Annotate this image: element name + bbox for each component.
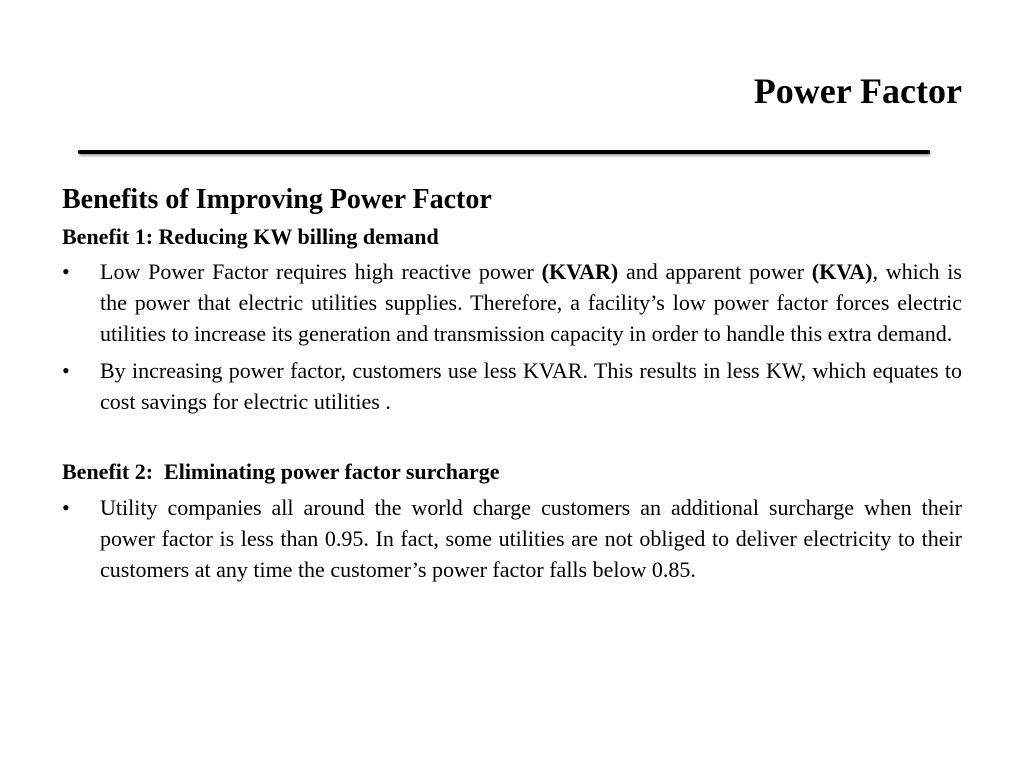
bullet-dot: •	[62, 259, 70, 285]
title-divider	[78, 150, 930, 154]
bullet-dot: •	[62, 358, 70, 384]
bullet-dot: •	[62, 494, 70, 520]
benefit-2-heading: Benefit 2: Eliminating power factor surcharge	[62, 459, 500, 485]
benefit-1-bullet-1	[62, 256, 962, 349]
benefit-1-bullets	[62, 256, 962, 417]
bullet-text-part: Low Power Factor requires high reactive power	[100, 259, 542, 285]
benefit-1-bullet-2	[62, 355, 962, 417]
bullet-bold-kva: (KVA)	[811, 259, 873, 285]
benefit-2-bullets	[62, 492, 962, 585]
bullet-bold-kvar: (KVAR)	[541, 259, 619, 285]
bullet-text: Utility companies all around the world charge customers an additional surcharge when their power factor is less than 0.95. In fact, some utilities are not obliged to deliver electricity to their customers at any time the customer’s power factor falls below 0.85.	[100, 494, 962, 582]
benefit-2-bullet-1	[62, 492, 962, 585]
slide-content	[62, 183, 962, 591]
bullet-text-part: , which is the power that electric utilities supplies. Therefore, a facility’s low power factor forces electric utilities to increase its generation and transmission capacity in order to handle this extra demand.	[100, 259, 962, 347]
section-spacer	[62, 423, 962, 458]
bullet-text-part: and apparent power	[618, 259, 812, 285]
bullet-text: By increasing power factor, customers use less KVAR. This results in less KW, which equates to cost savings for electric utilities .	[100, 358, 962, 415]
slide-title: Power Factor	[753, 71, 962, 111]
benefit-1-heading: Benefit 1: Reducing KW billing demand	[62, 223, 439, 249]
section-heading: Benefits of Improving Power Factor	[62, 184, 492, 215]
